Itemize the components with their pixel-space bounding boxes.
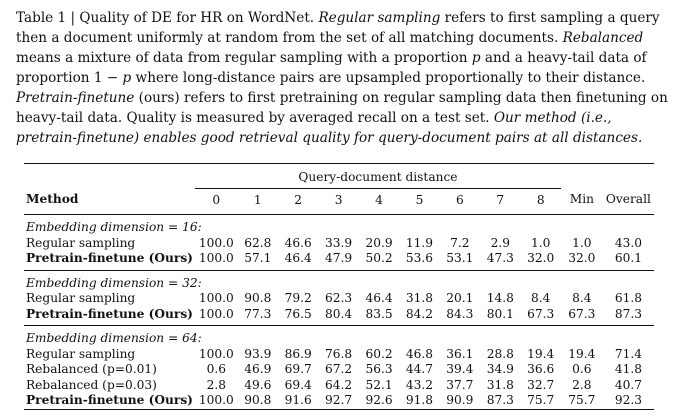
- group-header-row: [24, 168, 654, 188]
- method-cell: Pretrain-finetune (Ours): [24, 251, 195, 270]
- value-cell: 40.7: [614, 377, 642, 392]
- caption-term-rebalanced: Rebalanced: [562, 30, 644, 46]
- value-cell: 28.8: [486, 346, 514, 361]
- column-header: 7: [480, 188, 520, 215]
- value-cell: 90.8: [238, 393, 278, 409]
- value-cell: 71.4: [614, 346, 642, 361]
- value-cell: 100.0: [198, 346, 234, 361]
- value-cell: 14.8: [486, 291, 514, 305]
- value-cell: 90.8: [244, 291, 272, 305]
- method-cell: Pretrain-finetune (Ours): [26, 393, 193, 407]
- section-label-row: [24, 326, 654, 347]
- caption-var-p: p: [471, 50, 481, 66]
- value-cell: 75.7: [561, 393, 603, 409]
- value-cell: 32.0: [561, 251, 603, 270]
- value-cell: 79.2: [284, 291, 312, 305]
- value-cell: 69.4: [284, 377, 312, 392]
- value-cell: 91.8: [399, 393, 439, 409]
- value-cell: 92.3: [603, 393, 654, 409]
- value-cell: 57.1: [238, 251, 278, 270]
- caption-conclusion: Our method (i.e., pretrain-finetune) enables good retrieval quality for query-document pairs at all distances.: [16, 110, 643, 146]
- value-cell: 20.9: [365, 235, 393, 250]
- value-cell: 67.3: [521, 307, 561, 326]
- value-cell: 67.3: [561, 307, 603, 326]
- value-cell: 20.1: [446, 291, 474, 305]
- column-header: 1: [238, 188, 278, 215]
- value-cell: 19.4: [568, 346, 596, 361]
- value-cell: 32.0: [521, 251, 561, 270]
- value-cell: 8.4: [531, 291, 551, 305]
- value-cell: 31.8: [486, 377, 514, 392]
- table-row: [24, 347, 654, 363]
- table-row: [24, 251, 654, 270]
- value-cell: 47.3: [480, 251, 520, 270]
- value-cell: 49.6: [244, 377, 272, 392]
- value-cell: 2.8: [572, 377, 592, 392]
- column-header: 5: [399, 188, 439, 215]
- section-label-row: [24, 270, 654, 291]
- caption-term-pretrain: Pretrain-finetune: [16, 90, 135, 106]
- value-cell: 1.0: [531, 235, 551, 250]
- value-cell: 93.9: [244, 346, 272, 361]
- value-cell: 84.2: [399, 307, 439, 326]
- value-cell: 31.8: [405, 291, 434, 305]
- table-row: [24, 307, 654, 326]
- table-row: [24, 362, 654, 378]
- method-cell: Regular sampling: [26, 291, 136, 305]
- group-header: Query-document distance: [195, 168, 561, 188]
- value-cell: 75.7: [521, 393, 561, 409]
- column-header-overall: Overall: [603, 188, 654, 215]
- section-label-row: [24, 215, 654, 236]
- value-cell: 60.2: [365, 346, 393, 361]
- value-cell: 53.1: [440, 251, 480, 270]
- method-cell: Regular sampling: [26, 346, 136, 361]
- value-cell: 43.2: [405, 377, 434, 392]
- value-cell: 46.4: [278, 251, 318, 270]
- value-cell: 0.6: [206, 362, 226, 376]
- caption-text: Table 1 | Quality of DE for HR on WordNet.: [16, 10, 319, 26]
- column-header: 3: [318, 188, 358, 215]
- value-cell: 36.1: [446, 346, 474, 361]
- column-header: 2: [278, 188, 318, 215]
- value-cell: 87.3: [603, 307, 654, 326]
- column-header: 0: [195, 188, 238, 215]
- value-cell: 80.4: [318, 307, 358, 326]
- caption-text: means a mixture of data from regular sampling with a proportion: [16, 50, 472, 66]
- value-cell: 100.0: [198, 235, 234, 250]
- value-cell: 91.6: [278, 393, 318, 409]
- column-header: 8: [521, 188, 561, 215]
- value-cell: 80.1: [480, 307, 520, 326]
- value-cell: 19.4: [527, 346, 555, 361]
- table-row: [24, 378, 654, 394]
- method-cell: Rebalanced (p=0.01): [26, 362, 157, 376]
- caption-text: (ours) refers to first pretraining on regular sampling data then finetuning on heavy-tail data. Quality is measured by averaged recall on a test set.: [16, 90, 668, 126]
- value-cell: 44.7: [405, 362, 434, 376]
- value-cell: 100.0: [195, 307, 238, 326]
- value-cell: 37.7: [446, 377, 474, 392]
- value-cell: 100.0: [198, 291, 234, 305]
- method-header: Method: [24, 188, 195, 215]
- method-cell: Regular sampling: [26, 235, 136, 250]
- value-cell: 100.0: [195, 393, 238, 409]
- table-row: [24, 236, 654, 252]
- value-cell: 56.3: [365, 362, 393, 376]
- section-label: Embedding dimension = 16:: [26, 220, 202, 234]
- value-cell: 52.1: [365, 377, 393, 392]
- value-cell: 2.8: [206, 377, 226, 392]
- column-header: 6: [440, 188, 480, 215]
- value-cell: 36.6: [527, 362, 555, 376]
- value-cell: 43.0: [614, 235, 642, 250]
- value-cell: 46.8: [405, 346, 434, 361]
- value-cell: 34.9: [486, 362, 514, 376]
- value-cell: 67.2: [325, 362, 353, 376]
- value-cell: 60.1: [603, 251, 654, 270]
- value-cell: 92.6: [359, 393, 399, 409]
- column-header: 4: [359, 188, 399, 215]
- value-cell: 69.7: [284, 362, 312, 376]
- caption-text: where long-distance pairs are upsampled proportionally to their distance.: [131, 70, 646, 86]
- results-table: [24, 163, 654, 410]
- value-cell: 76.8: [325, 346, 353, 361]
- value-cell: 84.3: [440, 307, 480, 326]
- value-cell: 76.5: [278, 307, 318, 326]
- value-cell: 1.0: [572, 235, 592, 250]
- table-row: [24, 393, 654, 409]
- value-cell: 62.8: [244, 235, 272, 250]
- value-cell: 53.6: [399, 251, 439, 270]
- value-cell: 2.9: [490, 235, 510, 250]
- value-cell: 61.8: [614, 291, 642, 305]
- value-cell: 8.4: [572, 291, 592, 305]
- caption-text: refers to first sampling a query then a document uniformly at random from the set of all matching documents.: [16, 10, 660, 46]
- value-cell: 77.3: [238, 307, 278, 326]
- method-cell: Rebalanced (p=0.03): [26, 377, 157, 392]
- table-caption: [16, 8, 668, 148]
- value-cell: 47.9: [318, 251, 358, 270]
- table-row: [24, 291, 654, 307]
- caption-var-p: p: [122, 70, 132, 86]
- value-cell: 0.6: [572, 362, 592, 376]
- value-cell: 11.9: [405, 235, 434, 250]
- value-cell: 50.2: [359, 251, 399, 270]
- caption-term-regular: Regular sampling: [318, 10, 441, 26]
- value-cell: 46.9: [244, 362, 272, 376]
- method-cell: Pretrain-finetune (Ours): [24, 307, 195, 326]
- value-cell: 46.6: [284, 235, 312, 250]
- column-header-min: Min: [561, 188, 603, 215]
- value-cell: 87.3: [480, 393, 520, 409]
- caption-text: and a heavy-tail data of proportion 1 −: [16, 50, 647, 86]
- value-cell: 41.8: [614, 362, 642, 376]
- value-cell: 90.9: [440, 393, 480, 409]
- value-cell: 32.7: [527, 377, 555, 392]
- value-cell: 64.2: [325, 377, 353, 392]
- value-cell: 33.9: [325, 235, 353, 250]
- value-cell: 100.0: [195, 251, 238, 270]
- value-cell: 86.9: [284, 346, 312, 361]
- section-label: Embedding dimension = 64:: [26, 331, 202, 345]
- value-cell: 39.4: [446, 362, 474, 376]
- value-cell: 83.5: [359, 307, 399, 326]
- value-cell: 46.4: [365, 291, 393, 305]
- value-cell: 62.3: [325, 291, 353, 305]
- section-label: Embedding dimension = 32:: [26, 275, 202, 290]
- value-cell: 92.7: [318, 393, 358, 409]
- column-header-row: [24, 188, 654, 215]
- value-cell: 7.2: [450, 235, 470, 250]
